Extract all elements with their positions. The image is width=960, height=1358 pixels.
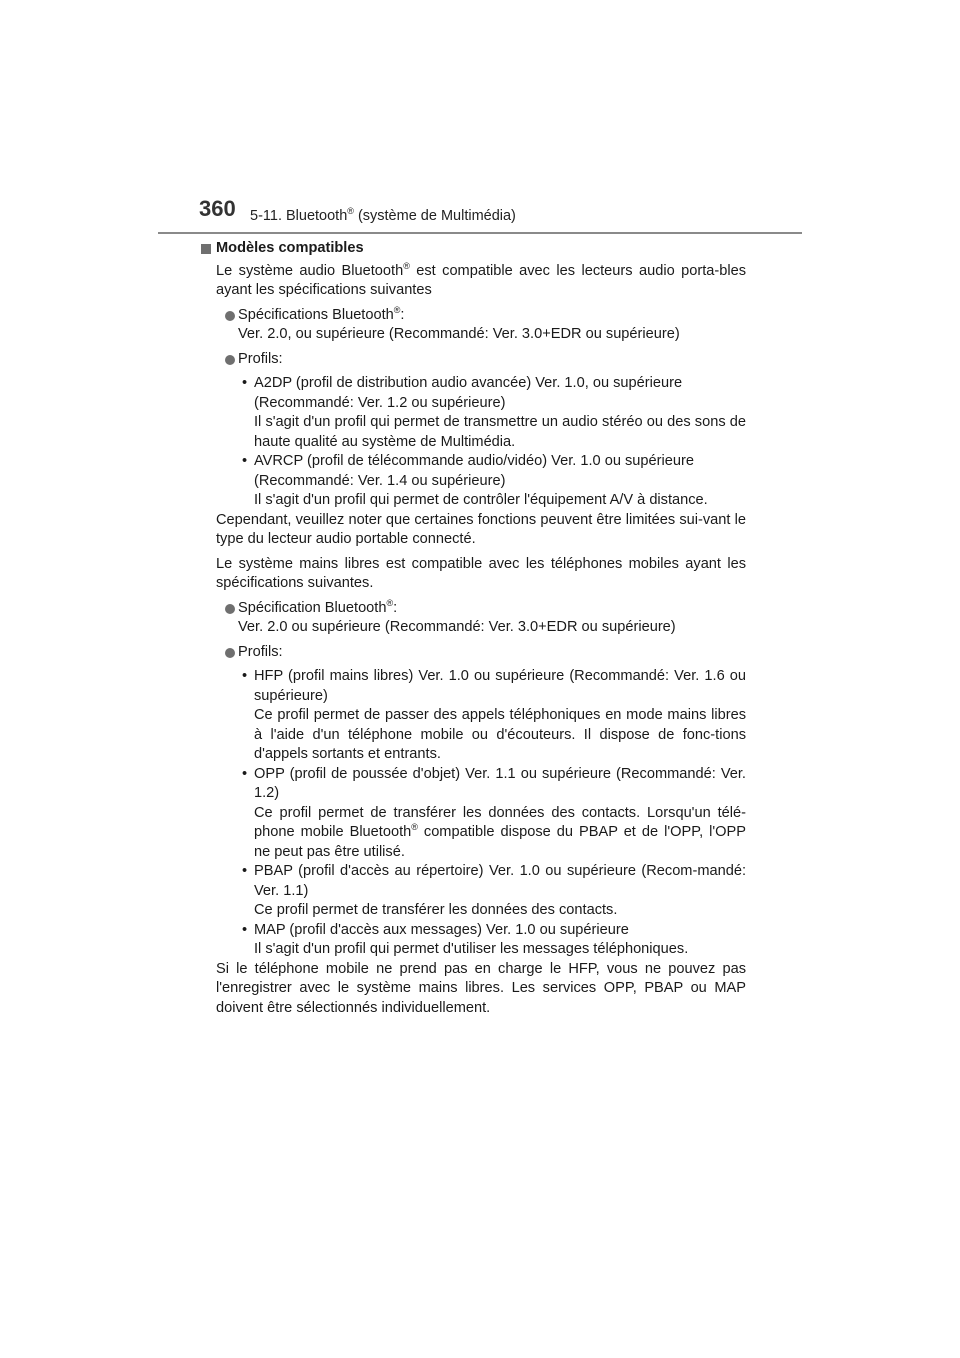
paragraph-hfp-note: Si le téléphone mobile ne prend pas en charge le HFP, vous ne pouvez pas l'enregistrer avec le système mains libres. Les services OPP, PBAP ou MAP doivent être sélectionnés individuellement.: [216, 960, 746, 1016]
opp-description-a: Ce profil permet de transférer les données des contacts. Lorsqu'un télé-phone mobile Bluetooth: [254, 804, 746, 840]
profile-avrcp-description: Il s'agit d'un profil qui permet de contrôler l'équipement A/V à distance.: [254, 492, 708, 508]
profiles-phone-label: [216, 643, 746, 663]
profile-map-description: Il s'agit d'un profil qui permet d'utiliser les messages téléphoniques.: [254, 941, 689, 957]
profile-a2dp-description: Il s'agit d'un profil qui permet de transmettre un audio stéréo ou des sons de haute qualité au système de Multimédia.: [254, 414, 746, 450]
intro-text-a: Le système audio Bluetooth: [216, 262, 404, 279]
profile-opp: • OPP (profil de poussée d'objet) Ver. 1.1 ou supérieure (Recommandé: Ver. 1.2): [216, 765, 746, 804]
profile-map: • MAP (profil d'accès aux messages) Ver. 1.0 ou supérieure: [216, 921, 746, 941]
page-content: [216, 239, 746, 1018]
profile-a2dp: • A2DP (profil de distribution audio avancée) Ver. 1.0, ou supérieure: [216, 374, 746, 394]
heading-text: Modèles compatibles: [216, 240, 364, 256]
spec-audio-label-text: Spécifications Bluetooth: [238, 306, 394, 323]
paragraph-limitations: Cependant, veuillez noter que certaines fonctions peuvent être limitées sui-vant le type du lecteur audio portable connecté.: [216, 511, 746, 547]
circle-bullet-icon: [225, 604, 235, 614]
spec-audio-label: [216, 306, 746, 326]
spec-phone-label-text: Spécification Bluetooth: [238, 599, 387, 616]
spec-phone-label: [216, 599, 746, 619]
section-prefix: 5-11. Bluetooth: [250, 207, 348, 224]
circle-bullet-icon: [225, 355, 235, 365]
header-rule: [158, 232, 802, 234]
profile-opp-description: [216, 804, 746, 863]
page-header: [0, 0, 960, 240]
intro-paragraph: [216, 262, 746, 301]
circle-bullet-icon: [225, 311, 235, 321]
section-suffix: (système de Multimédia): [353, 207, 516, 224]
registered-mark: ®: [386, 597, 394, 608]
opp-description-b: compatible dispose du PBAP et de l'OPP, l'OPP ne peut pas être utilisé.: [254, 824, 746, 860]
registered-mark: ®: [403, 260, 410, 271]
profile-avrcp-recommended: (Recommandé: Ver. 1.4 ou supérieure): [254, 472, 506, 489]
page-number: 360: [199, 196, 236, 221]
profiles-label-text: Profils:: [238, 643, 283, 660]
profiles-label-text: Profils:: [238, 350, 283, 367]
circle-bullet-icon: [225, 648, 235, 658]
registered-mark: ®: [393, 304, 401, 315]
profile-hfp-description: Ce profil permet de passer des appels téléphoniques en mode mains libres à l'aide d'un téléphone mobile ou d'écouteurs. Il dispose de fonc-tions d'appels sortants et entrants.: [254, 707, 746, 762]
profile-pbap: • PBAP (profil d'accès au répertoire) Ver. 1.0 ou supérieure (Recom-mandé: Ver. 1.1): [216, 862, 746, 901]
registered-mark: ®: [411, 822, 418, 833]
paragraph-hands-free: Le système mains libres est compatible avec les téléphones mobiles ayant les spécifications suivantes.: [216, 555, 746, 591]
section-title: [250, 206, 516, 224]
profile-pbap-description: Ce profil permet de transférer les données des contacts.: [254, 902, 618, 918]
colon: :: [393, 599, 398, 616]
profiles-audio-label: [216, 350, 746, 370]
profile-hfp: • HFP (profil mains libres) Ver. 1.0 ou supérieure (Recommandé: Ver. 1.6 ou supérieure): [216, 667, 746, 706]
heading-compatible-models: [216, 239, 746, 259]
registered-mark: ®: [347, 206, 354, 216]
colon: :: [400, 306, 405, 323]
intro-text-b: est compatible avec les lecteurs audio porta-bles ayant les spécifications suivantes: [216, 262, 747, 298]
spec-audio-value: Ver. 2.0, ou supérieure (Recommandé: Ver. 3.0+EDR ou supérieure): [238, 326, 680, 342]
profile-avrcp: • AVRCP (profil de télécommande audio/vidéo) Ver. 1.0 ou supérieure: [216, 452, 746, 472]
square-bullet-icon: [201, 244, 211, 254]
profile-a2dp-recommended: (Recommandé: Ver. 1.2 ou supérieure): [254, 394, 506, 411]
spec-phone-value: Ver. 2.0 ou supérieure (Recommandé: Ver. 3.0+EDR ou supérieure): [238, 619, 676, 635]
